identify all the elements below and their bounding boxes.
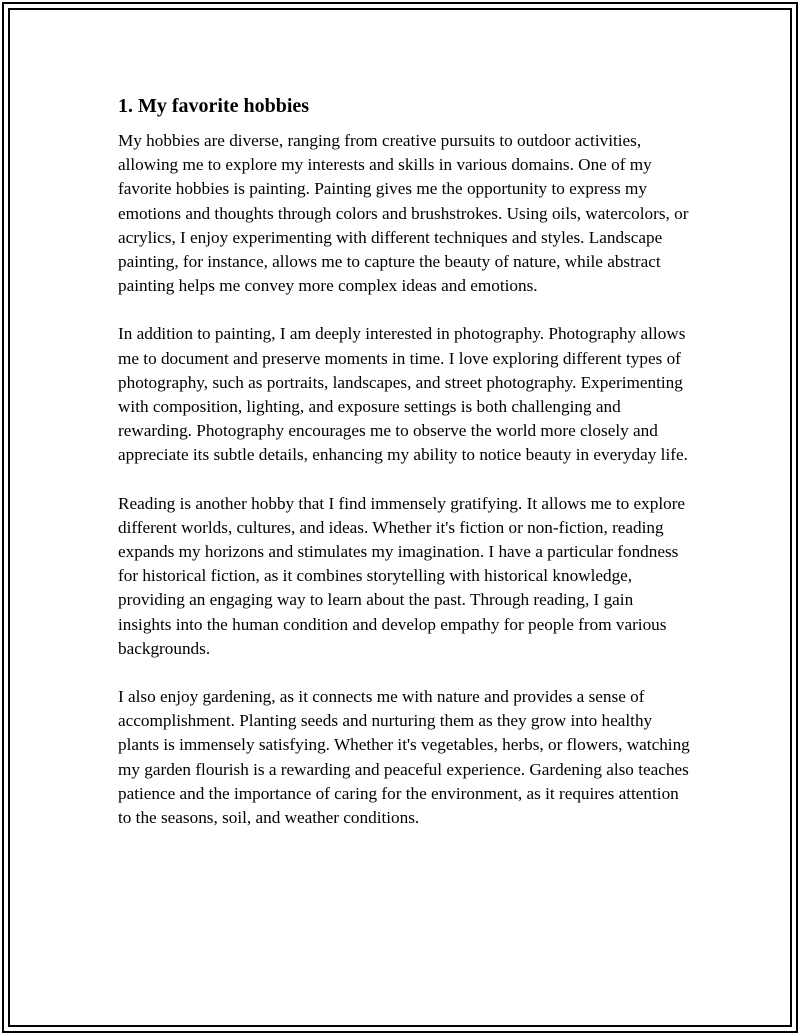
paragraph-gardening: I also enjoy gardening, as it connects me with nature and provides a sense of accomplishment. Planting seeds and nurturing them as they grow into healthy plants is immensely satisfying. Whether it's vegetables, herbs, or flowers, watching my garden flourish is a rewarding and peaceful experience. Gardening also teaches patience and the importance of caring for the environment, as it requires attention to the seasons, soil, and weather conditions. [118,687,690,828]
section-heading: 1. My favorite hobbies [118,95,310,117]
document-body [118,93,690,854]
paragraph-painting: My hobbies are diverse, ranging from creative pursuits to outdoor activities, allowing me to explore my interests and skills in various domains. One of my favorite hobbies is painting. Painting gives me the opportunity to express my emotions and thoughts through colors and brushstrokes. Using oils, watercolors, or acrylics, I enjoy experimenting with different techniques and styles. Landscape painting, for instance, allows me to capture the beauty of nature, while abstract painting helps me convey more complex ideas and emotions. [118,131,689,296]
paragraph-reading: Reading is another hobby that I find immensely gratifying. It allows me to explore different worlds, cultures, and ideas. Whether it's fiction or non-fiction, reading expands my horizons and stimulates my imagination. I have a particular fondness for historical fiction, as it combines storytelling with historical knowledge, providing an engaging way to learn about the past. Through reading, I gain insights into the human condition and develop empathy for people from various backgrounds. [118,493,686,658]
paragraph-photography: In addition to painting, I am deeply interested in photography. Photography allows me to document and preserve moments in time. I love exploring different types of photography, such as portraits, landscapes, and street photography. Experimenting with composition, lighting, and exposure settings is both challenging and rewarding. Photography encourages me to observe the world more closely and appreciate its subtle details, enhancing my ability to notice beauty in everyday life. [118,324,688,465]
